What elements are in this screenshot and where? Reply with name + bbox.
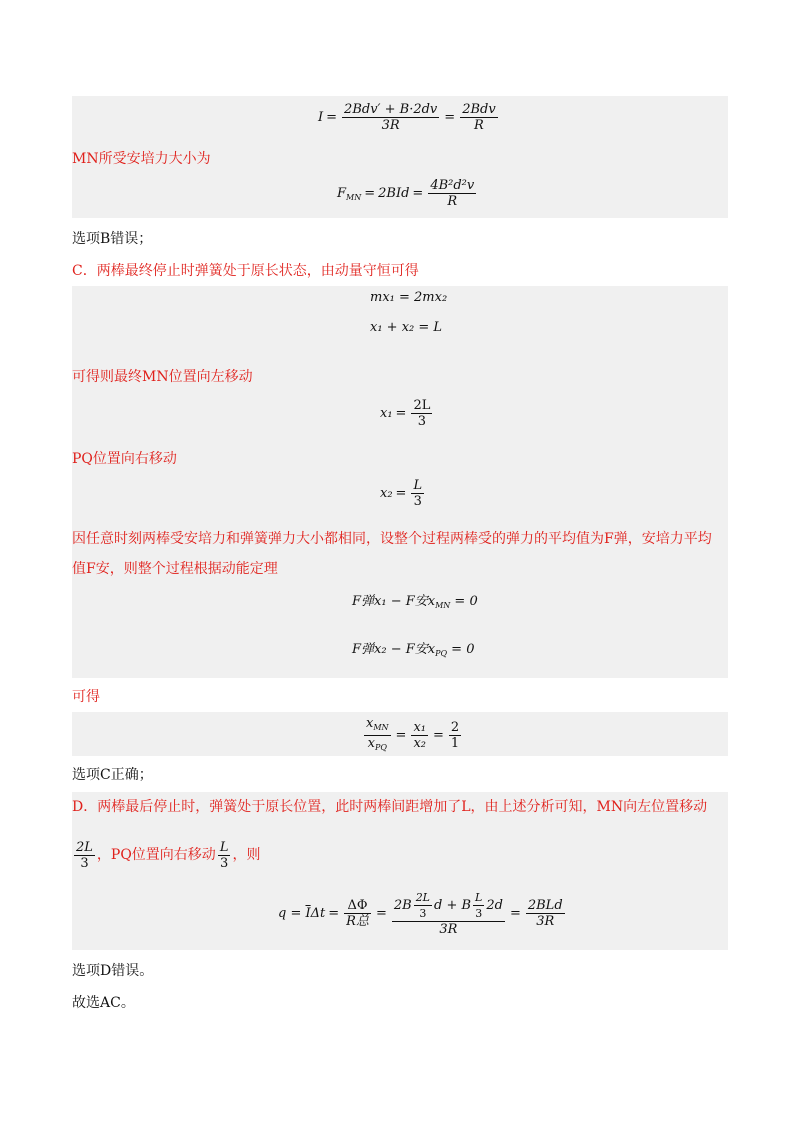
text-line: D．两棒最后停止时，弹簧处于原长位置，此时两棒间距增加了L，由上述分析可知，MN向左位置移动 (72, 799, 708, 815)
text-line: 值F安，则整个过程根据动能定理 (72, 561, 278, 577)
equation-charge: $q = \overline{I}\Delta t$ = $\frac{\Delta\Phi}{\text{R总}}$ = 2B $\frac{2L}{3}$ d + B $\frac{L}{3}$ 2d 3R = $\frac{\text{2BLd}}{3R}$ (278, 891, 563, 937)
equation-x2: x₂ = $\frac{L}{3}$ (380, 478, 423, 509)
text-line: 可得 (72, 689, 100, 705)
text-line-fractions: $\frac{2L}{3}$ ，PQ位置向右移动 $\frac{L}{3}$ ，则 (76, 839, 261, 871)
text-line: 选项B错误； (72, 231, 153, 247)
equation-x1: x₁ = $\frac{2L}{3}$ (380, 398, 431, 429)
text-line: 故选AC。 (72, 995, 135, 1011)
text-line: 选项D错误。 (72, 963, 154, 979)
equation-ampere-force: $F_{MN} = 2BId$ = $\frac{\text{4B²d²v}}{R}$ (337, 178, 475, 209)
equation-current: I = $\frac{\text{2Bdv′ + B·2dv}}{3R}$ = $\frac{\text{2Bdv}}{R}$ (318, 102, 496, 133)
text-line: C．两棒最终停止时弹簧处于原长状态，由动量守恒可得 (72, 263, 419, 279)
text-line: 因任意时刻两棒受安培力和弹簧弹力大小都相同，设整个过程两棒受的弹力的平均值为F弹，安培力平均 (72, 531, 712, 547)
equation-momentum: mx₁ = 2mx₂ (370, 290, 448, 305)
text-line: PQ位置向右移动 (72, 451, 177, 467)
fraction-2L-3: $\frac{2L}{3}$ (76, 839, 93, 871)
text-line: 选项C正确； (72, 767, 153, 783)
fraction-L-3: $\frac{L}{3}$ (219, 839, 229, 871)
equation-ratio: $\frac{x_{MN}}{x_{PQ}}$ = $\frac{\text{x₁}}{\text{x₂}}$ = $\frac{2}{1}$ (366, 716, 460, 752)
equation-displacement-sum: x₁ + x₂ = L (370, 320, 443, 335)
text-line: 可得则最终MN位置向左移动 (72, 369, 253, 385)
equation-energy-mn: F弹x₁ − F安$x_{MN} = 0$ (352, 594, 478, 610)
text-line: MN所受安培力大小为 (72, 151, 211, 167)
equation-energy-pq: F弹x₂ − F安$x_{PQ} = 0$ (352, 642, 475, 658)
